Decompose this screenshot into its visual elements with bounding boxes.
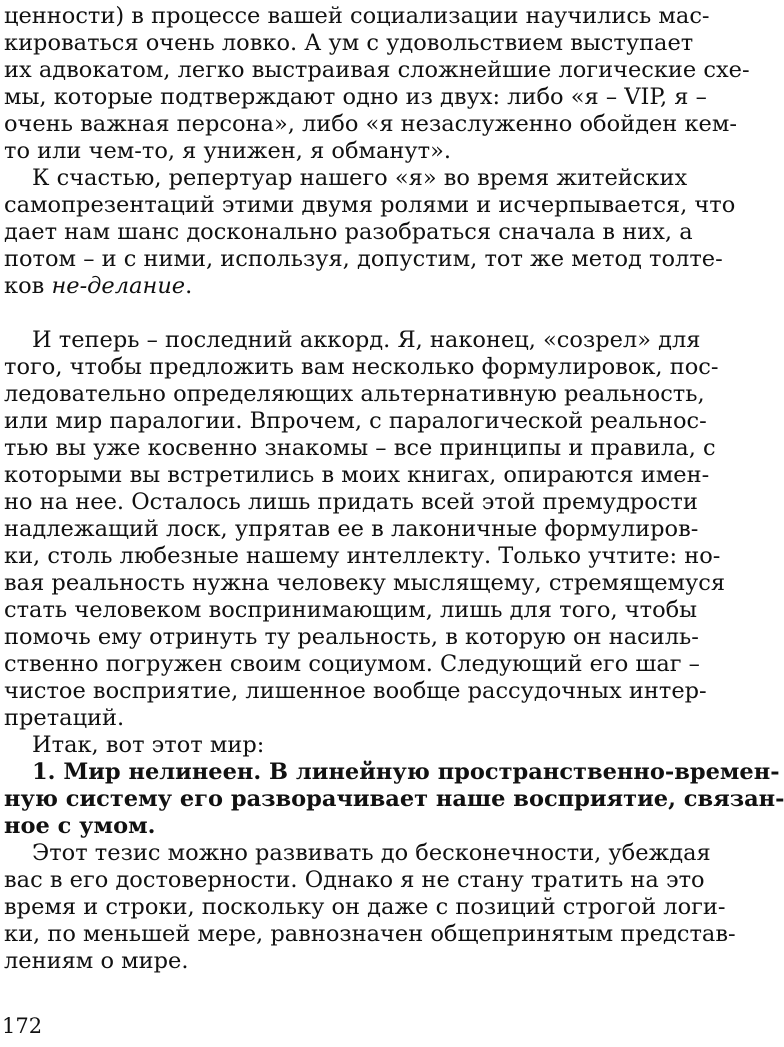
text-line: тью вы уже косвенно знакомы – все принципы и правила, с	[4, 435, 716, 461]
text-line: время и строки, поскольку он даже с позиций строгой логи-	[4, 894, 726, 920]
thesis-line: ное с умом.	[4, 813, 156, 839]
text-line: но на нее. Осталось лишь придать всей этой премудрости	[4, 489, 698, 515]
text-line: ледовательно определяющих альтернативную реальность,	[4, 381, 705, 407]
text-line: чистое восприятие, лишенное вообще рассудочных интер-	[4, 678, 707, 704]
text-line: помочь ему отринуть ту реальность, в которую он насиль-	[4, 624, 699, 650]
text-line: вас в его достоверности. Однако я не стану тратить на это	[4, 867, 705, 893]
text-line: И теперь – последний аккорд. Я, наконец, «созрел» для	[32, 327, 701, 353]
text-line: или мир паралогии. Впрочем, с паралогической реальнос-	[4, 408, 707, 434]
text-line: Этот тезис можно развивать до бесконечности, убеждая	[32, 840, 711, 866]
text-line: ки, столь любезные нашему интеллекту. Только учтите: но-	[4, 543, 721, 569]
text-line: вая реальность нужна человеку мыслящему, стремящемуся	[4, 570, 726, 596]
text-line: стать человеком воспринимающим, лишь для того, чтобы	[4, 597, 698, 623]
thesis-line: 1. Мир нелинеен. В линейную пространственно-времен-	[32, 759, 780, 785]
page-number: 172	[2, 1014, 43, 1038]
text-line: К счастью, репертуар нашего «я» во время житейских	[32, 165, 688, 191]
thesis-line: ную систему его разворачивает наше восприятие, связан-	[4, 786, 784, 812]
text-line: претаций.	[4, 705, 125, 731]
italic-term: не-делание	[51, 273, 186, 299]
text-line: мы, которые подтверждают одно из двух: либо «я – VIP, я –	[4, 84, 707, 110]
text-line: надлежащий лоск, упрятав ее в лаконичные формулиров-	[4, 516, 699, 542]
text-line: Итак, вот этот мир:	[32, 732, 265, 758]
text-line: лениям о мире.	[4, 948, 189, 974]
text-line: их адвокатом, легко выстраивая сложнейшие логические схе-	[4, 57, 750, 83]
text-line: того, чтобы предложить вам несколько формулировок, пос-	[4, 354, 719, 380]
text-line: которыми вы встретились в моих книгах, опираются имен-	[4, 462, 710, 488]
text-line: потом – и с ними, используя, допустим, тот же метод толте-	[4, 246, 723, 272]
text-line: очень важная персона», либо «я незаслуженно обойден кем-	[4, 111, 737, 137]
text-line: то или чем-то, я унижен, я обманут».	[4, 138, 452, 164]
text-line: дает нам шанс досконально разобраться сначала в них, а	[4, 219, 693, 245]
text-line: кироваться очень ловко. А ум с удовольствием выступает	[4, 30, 694, 56]
text-line: ки, по меньшей мере, равнозначен общепринятым представ-	[4, 921, 736, 947]
text-fragment: .	[185, 273, 193, 299]
text-fragment: ков	[4, 273, 52, 299]
text-line: ственно погружен своим социумом. Следующий его шаг –	[4, 651, 700, 677]
text-line: самопрезентаций этими двумя ролями и исчерпывается, что	[4, 192, 736, 218]
text-line: ценности) в процессе вашей социализации научились мас-	[4, 3, 710, 29]
text-line	[4, 270, 616, 303]
